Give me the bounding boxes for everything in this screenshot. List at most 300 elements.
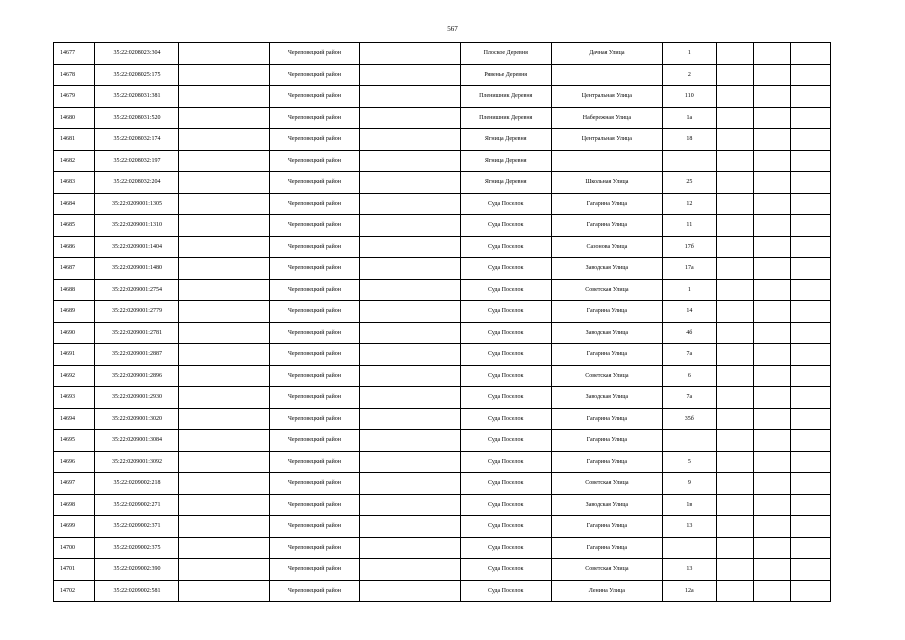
empty-cell (179, 64, 270, 86)
street-cell (551, 64, 662, 86)
district-cell: Череповецкий район (270, 150, 359, 172)
street-cell: Школьная Улица (551, 172, 662, 194)
record-number-cell: 14691 (54, 344, 95, 366)
record-number-cell: 14677 (54, 43, 95, 65)
empty-cell (359, 387, 460, 409)
table-row (54, 387, 831, 409)
district-cell: Череповецкий район (270, 86, 359, 108)
empty-cell (754, 279, 791, 301)
empty-cell (179, 172, 270, 194)
table-row (54, 451, 831, 473)
street-cell: Набережная Улица (551, 107, 662, 129)
empty-cell (359, 537, 460, 559)
empty-cell (716, 516, 753, 538)
settlement-cell: Суда Поселок (460, 494, 551, 516)
record-number-cell: 14702 (54, 580, 95, 602)
empty-cell (791, 408, 831, 430)
empty-cell (791, 344, 831, 366)
house-number-cell (663, 537, 717, 559)
empty-cell (716, 365, 753, 387)
record-number-cell: 14680 (54, 107, 95, 129)
cadastral-number-cell: 35:22:0209002:390 (95, 559, 179, 581)
empty-cell (791, 322, 831, 344)
cadastral-number-cell: 35:22:0208032:174 (95, 129, 179, 151)
empty-cell (791, 107, 831, 129)
district-cell: Череповецкий район (270, 43, 359, 65)
empty-cell (716, 150, 753, 172)
table-row (54, 537, 831, 559)
settlement-cell: Суда Поселок (460, 537, 551, 559)
record-number-cell: 14698 (54, 494, 95, 516)
settlement-cell: Пленишник Деревня (460, 107, 551, 129)
house-number-cell: 5 (663, 451, 717, 473)
house-number-cell: 11 (663, 215, 717, 237)
empty-cell (716, 494, 753, 516)
street-cell: Гагарина Улица (551, 408, 662, 430)
settlement-cell: Суда Поселок (460, 344, 551, 366)
house-number-cell: 18 (663, 129, 717, 151)
cadastral-number-cell: 35:22:0209002:371 (95, 516, 179, 538)
empty-cell (791, 365, 831, 387)
empty-cell (359, 559, 460, 581)
empty-cell (359, 193, 460, 215)
settlement-cell: Ягница Деревня (460, 172, 551, 194)
table-row (54, 516, 831, 538)
house-number-cell (663, 150, 717, 172)
empty-cell (359, 129, 460, 151)
empty-cell (754, 559, 791, 581)
empty-cell (754, 473, 791, 495)
house-number-cell: 13 (663, 559, 717, 581)
record-number-cell: 14684 (54, 193, 95, 215)
street-cell (551, 150, 662, 172)
empty-cell (791, 64, 831, 86)
empty-cell (179, 537, 270, 559)
registry-table (53, 42, 831, 602)
empty-cell (716, 430, 753, 452)
cadastral-number-cell: 35:22:0208031:520 (95, 107, 179, 129)
table-row (54, 43, 831, 65)
house-number-cell: 25 (663, 172, 717, 194)
district-cell: Череповецкий район (270, 430, 359, 452)
empty-cell (179, 129, 270, 151)
settlement-cell: Суда Поселок (460, 451, 551, 473)
settlement-cell: Суда Поселок (460, 387, 551, 409)
cadastral-number-cell: 35:22:0209001:2896 (95, 365, 179, 387)
empty-cell (179, 580, 270, 602)
empty-cell (716, 537, 753, 559)
empty-cell (754, 43, 791, 65)
empty-cell (179, 107, 270, 129)
empty-cell (179, 516, 270, 538)
empty-cell (359, 150, 460, 172)
empty-cell (359, 43, 460, 65)
empty-cell (716, 451, 753, 473)
district-cell: Череповецкий район (270, 258, 359, 280)
record-number-cell: 14690 (54, 322, 95, 344)
district-cell: Череповецкий район (270, 537, 359, 559)
district-cell: Череповецкий район (270, 387, 359, 409)
empty-cell (791, 301, 831, 323)
empty-cell (754, 516, 791, 538)
cadastral-number-cell: 35:22:0209002:581 (95, 580, 179, 602)
street-cell: Советская Улица (551, 473, 662, 495)
cadastral-number-cell: 35:22:0209002:271 (95, 494, 179, 516)
empty-cell (179, 193, 270, 215)
empty-cell (791, 150, 831, 172)
record-number-cell: 14696 (54, 451, 95, 473)
district-cell: Череповецкий район (270, 301, 359, 323)
table-row (54, 494, 831, 516)
empty-cell (791, 43, 831, 65)
empty-cell (359, 322, 460, 344)
settlement-cell: Суда Поселок (460, 473, 551, 495)
settlement-cell: Суда Поселок (460, 258, 551, 280)
district-cell: Череповецкий район (270, 193, 359, 215)
empty-cell (716, 473, 753, 495)
empty-cell (791, 279, 831, 301)
table-row (54, 344, 831, 366)
empty-cell (716, 172, 753, 194)
empty-cell (754, 322, 791, 344)
record-number-cell: 14700 (54, 537, 95, 559)
cadastral-number-cell: 35:22:0209001:1404 (95, 236, 179, 258)
empty-cell (179, 150, 270, 172)
house-number-cell: 1 (663, 279, 717, 301)
house-number-cell: 12 (663, 193, 717, 215)
empty-cell (791, 473, 831, 495)
record-number-cell: 14697 (54, 473, 95, 495)
empty-cell (754, 580, 791, 602)
empty-cell (791, 193, 831, 215)
table-row (54, 559, 831, 581)
empty-cell (359, 344, 460, 366)
district-cell: Череповецкий район (270, 344, 359, 366)
record-number-cell: 14686 (54, 236, 95, 258)
empty-cell (754, 430, 791, 452)
house-number-cell: 6 (663, 365, 717, 387)
settlement-cell: Суда Поселок (460, 516, 551, 538)
settlement-cell: Суда Поселок (460, 408, 551, 430)
record-number-cell: 14683 (54, 172, 95, 194)
empty-cell (791, 516, 831, 538)
street-cell: Заводская Улица (551, 322, 662, 344)
house-number-cell: 110 (663, 86, 717, 108)
district-cell: Череповецкий район (270, 494, 359, 516)
cadastral-number-cell: 35:22:0209001:1310 (95, 215, 179, 237)
settlement-cell: Суда Поселок (460, 215, 551, 237)
cadastral-number-cell: 35:22:0209001:2754 (95, 279, 179, 301)
table-row (54, 172, 831, 194)
cadastral-number-cell: 35:22:0209001:3092 (95, 451, 179, 473)
district-cell: Череповецкий район (270, 236, 359, 258)
settlement-cell: Суда Поселок (460, 430, 551, 452)
cadastral-number-cell: 35:22:0209001:2887 (95, 344, 179, 366)
empty-cell (359, 494, 460, 516)
street-cell: Заводская Улица (551, 387, 662, 409)
settlement-cell: Рявенье Деревня (460, 64, 551, 86)
cadastral-number-cell: 35:22:0209001:3084 (95, 430, 179, 452)
district-cell: Череповецкий район (270, 215, 359, 237)
empty-cell (359, 64, 460, 86)
empty-cell (791, 172, 831, 194)
cadastral-number-cell: 35:22:0208032:197 (95, 150, 179, 172)
settlement-cell: Плоское Деревня (460, 43, 551, 65)
empty-cell (359, 516, 460, 538)
settlement-cell: Суда Поселок (460, 365, 551, 387)
record-number-cell: 14699 (54, 516, 95, 538)
empty-cell (791, 86, 831, 108)
table-row (54, 279, 831, 301)
empty-cell (359, 473, 460, 495)
cadastral-number-cell: 35:22:0209001:1305 (95, 193, 179, 215)
empty-cell (716, 301, 753, 323)
empty-cell (716, 86, 753, 108)
empty-cell (359, 408, 460, 430)
empty-cell (791, 580, 831, 602)
cadastral-number-cell: 35:22:0209002:375 (95, 537, 179, 559)
empty-cell (754, 301, 791, 323)
street-cell: Сазонова Улица (551, 236, 662, 258)
empty-cell (716, 193, 753, 215)
empty-cell (791, 537, 831, 559)
house-number-cell: 2 (663, 64, 717, 86)
empty-cell (179, 215, 270, 237)
district-cell: Череповецкий район (270, 322, 359, 344)
empty-cell (179, 430, 270, 452)
district-cell: Череповецкий район (270, 365, 359, 387)
table-row (54, 215, 831, 237)
cadastral-number-cell: 35:22:0208032:204 (95, 172, 179, 194)
empty-cell (359, 215, 460, 237)
record-number-cell: 14679 (54, 86, 95, 108)
street-cell: Гагарина Улица (551, 193, 662, 215)
table-row (54, 64, 831, 86)
table-row (54, 258, 831, 280)
house-number-cell: 14 (663, 301, 717, 323)
empty-cell (754, 451, 791, 473)
table-row (54, 580, 831, 602)
empty-cell (179, 408, 270, 430)
empty-cell (754, 387, 791, 409)
house-number-cell: 17б (663, 236, 717, 258)
empty-cell (179, 365, 270, 387)
table-row (54, 107, 831, 129)
street-cell: Советская Улица (551, 279, 662, 301)
record-number-cell: 14694 (54, 408, 95, 430)
empty-cell (179, 344, 270, 366)
empty-cell (754, 215, 791, 237)
house-number-cell: 1в (663, 494, 717, 516)
empty-cell (359, 430, 460, 452)
empty-cell (754, 86, 791, 108)
settlement-cell: Суда Поселок (460, 279, 551, 301)
street-cell: Центральная Улица (551, 129, 662, 151)
street-cell: Заводская Улица (551, 258, 662, 280)
empty-cell (754, 365, 791, 387)
table-row (54, 236, 831, 258)
empty-cell (754, 64, 791, 86)
settlement-cell: Суда Поселок (460, 322, 551, 344)
district-cell: Череповецкий район (270, 408, 359, 430)
table-row (54, 322, 831, 344)
street-cell: Советская Улица (551, 365, 662, 387)
empty-cell (359, 172, 460, 194)
house-number-cell: 7а (663, 344, 717, 366)
street-cell: Заводская Улица (551, 494, 662, 516)
district-cell: Череповецкий район (270, 559, 359, 581)
empty-cell (716, 64, 753, 86)
empty-cell (754, 193, 791, 215)
street-cell: Гагарина Улица (551, 537, 662, 559)
district-cell: Череповецкий район (270, 516, 359, 538)
table-row (54, 86, 831, 108)
street-cell: Гагарина Улица (551, 215, 662, 237)
empty-cell (754, 344, 791, 366)
table-row (54, 365, 831, 387)
empty-cell (716, 387, 753, 409)
empty-cell (716, 580, 753, 602)
cadastral-number-cell: 35:22:0209001:1480 (95, 258, 179, 280)
empty-cell (716, 107, 753, 129)
empty-cell (179, 322, 270, 344)
record-number-cell: 14693 (54, 387, 95, 409)
street-cell: Гагарина Улица (551, 451, 662, 473)
district-cell: Череповецкий район (270, 129, 359, 151)
empty-cell (359, 236, 460, 258)
cadastral-number-cell: 35:22:0209002:218 (95, 473, 179, 495)
table-row (54, 301, 831, 323)
record-number-cell: 14701 (54, 559, 95, 581)
district-cell: Череповецкий район (270, 107, 359, 129)
empty-cell (179, 473, 270, 495)
settlement-cell: Суда Поселок (460, 580, 551, 602)
record-number-cell: 14688 (54, 279, 95, 301)
settlement-cell: Ягница Деревня (460, 150, 551, 172)
settlement-cell: Суда Поселок (460, 559, 551, 581)
house-number-cell: 12а (663, 580, 717, 602)
empty-cell (716, 408, 753, 430)
district-cell: Череповецкий район (270, 473, 359, 495)
empty-cell (754, 107, 791, 129)
empty-cell (791, 430, 831, 452)
house-number-cell: 1 (663, 43, 717, 65)
empty-cell (179, 279, 270, 301)
house-number-cell: 7а (663, 387, 717, 409)
empty-cell (716, 236, 753, 258)
empty-cell (179, 258, 270, 280)
empty-cell (791, 559, 831, 581)
empty-cell (359, 258, 460, 280)
street-cell: Гагарина Улица (551, 430, 662, 452)
registry-body (54, 43, 831, 602)
empty-cell (359, 301, 460, 323)
empty-cell (754, 236, 791, 258)
cadastral-number-cell: 35:22:0209001:3020 (95, 408, 179, 430)
empty-cell (754, 172, 791, 194)
house-number-cell: 4б (663, 322, 717, 344)
record-number-cell: 14678 (54, 64, 95, 86)
empty-cell (791, 129, 831, 151)
empty-cell (754, 408, 791, 430)
table-row (54, 473, 831, 495)
district-cell: Череповецкий район (270, 580, 359, 602)
house-number-cell: 13 (663, 516, 717, 538)
empty-cell (716, 279, 753, 301)
empty-cell (754, 537, 791, 559)
empty-cell (179, 236, 270, 258)
settlement-cell: Суда Поселок (460, 193, 551, 215)
settlement-cell: Пленишник Деревня (460, 86, 551, 108)
empty-cell (359, 580, 460, 602)
district-cell: Череповецкий район (270, 451, 359, 473)
table-row (54, 150, 831, 172)
street-cell: Гагарина Улица (551, 516, 662, 538)
record-number-cell: 14687 (54, 258, 95, 280)
house-number-cell: 17а (663, 258, 717, 280)
record-number-cell: 14682 (54, 150, 95, 172)
empty-cell (791, 451, 831, 473)
cadastral-number-cell: 35:22:0208031:381 (95, 86, 179, 108)
record-number-cell: 14681 (54, 129, 95, 151)
settlement-cell: Суда Поселок (460, 236, 551, 258)
street-cell: Дачная Улица (551, 43, 662, 65)
empty-cell (754, 150, 791, 172)
empty-cell (716, 129, 753, 151)
settlement-cell: Суда Поселок (460, 301, 551, 323)
table-row (54, 408, 831, 430)
empty-cell (359, 365, 460, 387)
record-number-cell: 14692 (54, 365, 95, 387)
empty-cell (179, 494, 270, 516)
empty-cell (791, 258, 831, 280)
empty-cell (716, 258, 753, 280)
cadastral-number-cell: 35:22:0209001:2781 (95, 322, 179, 344)
empty-cell (716, 215, 753, 237)
empty-cell (716, 344, 753, 366)
empty-cell (716, 559, 753, 581)
cadastral-number-cell: 35:22:0209001:2779 (95, 301, 179, 323)
empty-cell (791, 494, 831, 516)
street-cell: Гагарина Улица (551, 344, 662, 366)
settlement-cell: Ягница Деревня (460, 129, 551, 151)
street-cell: Советская Улица (551, 559, 662, 581)
empty-cell (791, 387, 831, 409)
empty-cell (179, 451, 270, 473)
empty-cell (359, 279, 460, 301)
empty-cell (179, 301, 270, 323)
empty-cell (716, 43, 753, 65)
district-cell: Череповецкий район (270, 279, 359, 301)
house-number-cell: 1а (663, 107, 717, 129)
table-row (54, 193, 831, 215)
cadastral-number-cell: 35:22:0209001:2930 (95, 387, 179, 409)
cadastral-number-cell: 35:22:0208025:175 (95, 64, 179, 86)
record-number-cell: 14685 (54, 215, 95, 237)
empty-cell (179, 86, 270, 108)
district-cell: Череповецкий район (270, 172, 359, 194)
empty-cell (359, 451, 460, 473)
cadastral-number-cell: 35:22:0208023:304 (95, 43, 179, 65)
table-row (54, 430, 831, 452)
record-number-cell: 14695 (54, 430, 95, 452)
empty-cell (359, 86, 460, 108)
house-number-cell: 9 (663, 473, 717, 495)
house-number-cell (663, 430, 717, 452)
record-number-cell: 14689 (54, 301, 95, 323)
house-number-cell: 35б (663, 408, 717, 430)
empty-cell (716, 322, 753, 344)
